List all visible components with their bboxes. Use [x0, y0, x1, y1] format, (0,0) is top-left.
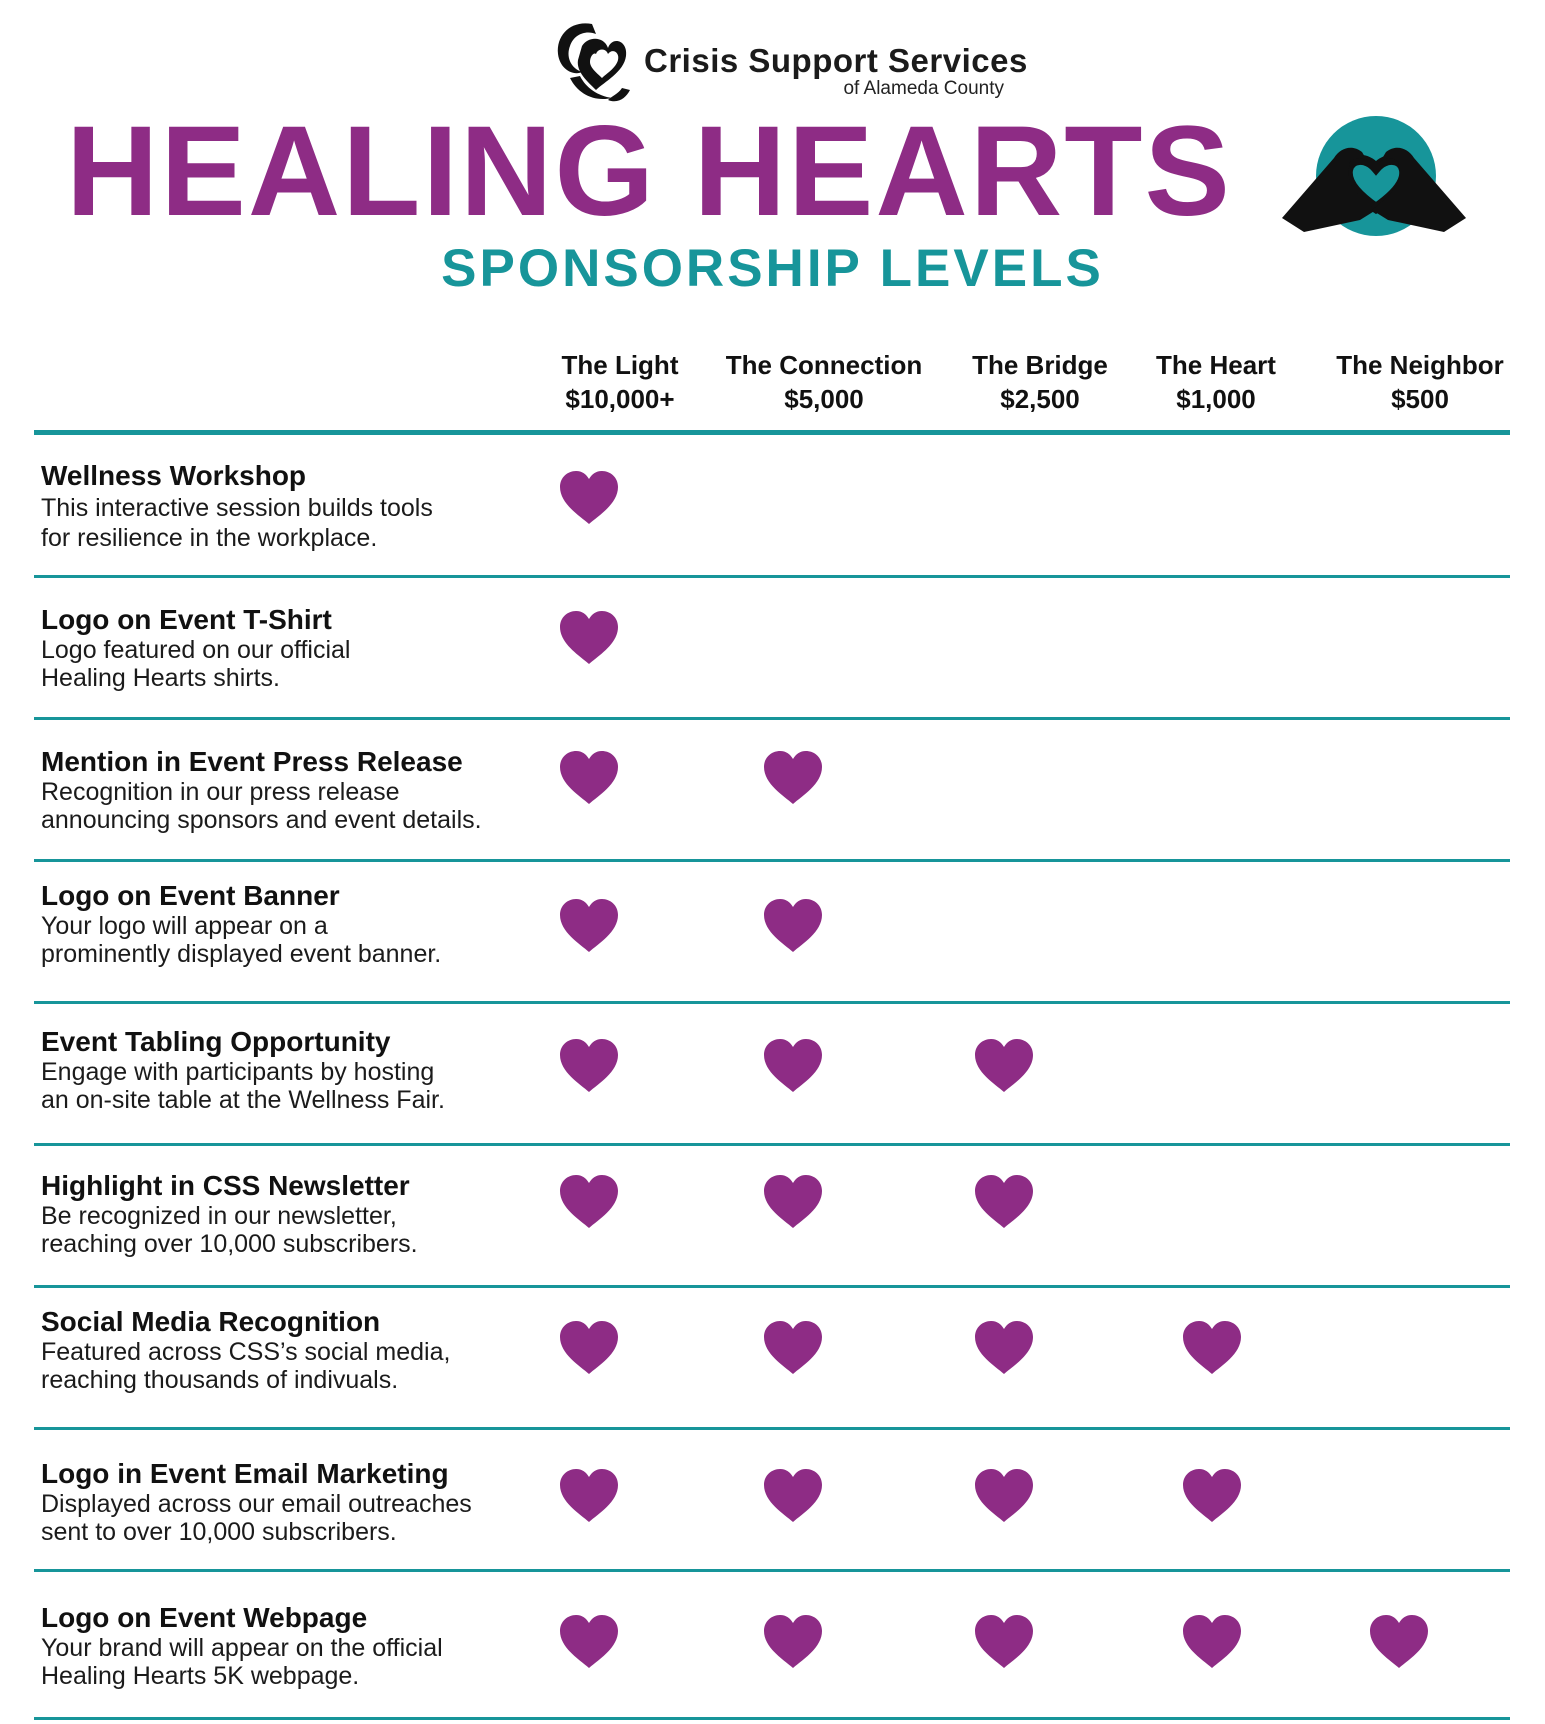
benefit-description-line: prominently displayed event banner.: [41, 940, 442, 968]
heart-icon: [558, 1174, 620, 1230]
benefit-row-logo-t-shirt: [0, 578, 1545, 720]
benefit-row-wellness-workshop: [0, 436, 1545, 578]
benefit-description-line: Your logo will appear on a: [41, 912, 328, 940]
heart-icon: [762, 750, 824, 806]
level-price: $500: [1391, 384, 1449, 414]
heart-icon: [558, 1038, 620, 1094]
heart-icon: [762, 1174, 824, 1230]
level-header-light: [505, 348, 735, 416]
level-name: The Bridge: [972, 350, 1108, 380]
page-header: [0, 0, 1545, 320]
level-name: The Heart: [1156, 350, 1276, 380]
heart-icon: [973, 1174, 1035, 1230]
benefit-row-event-banner: [0, 862, 1545, 1004]
benefit-row-social-media: [0, 1288, 1545, 1430]
benefit-description-line: Healing Hearts 5K webpage.: [41, 1662, 360, 1690]
benefit-title: Highlight in CSS Newsletter: [41, 1170, 410, 1201]
benefit-title: Wellness Workshop: [41, 460, 307, 491]
hands-heart-logo-icon: [552, 16, 636, 108]
heart-icon: [973, 1468, 1035, 1524]
organization-name: Crisis Support Services: [644, 42, 1028, 79]
benefit-row-email-marketing: [0, 1430, 1545, 1572]
benefit-description-line: Logo featured on our official: [41, 636, 351, 664]
benefit-title: Event Tabling Opportunity: [41, 1026, 391, 1057]
benefit-title: Social Media Recognition: [41, 1306, 381, 1337]
organization-logo: [552, 16, 1032, 108]
benefit-title: Mention in Event Press Release: [41, 746, 463, 777]
level-header-heart: [1101, 348, 1331, 416]
heart-icon: [558, 1320, 620, 1376]
benefit-description-line: sent to over 10,000 subscribers.: [41, 1518, 397, 1546]
heart-icon: [558, 470, 620, 526]
benefit-description-line: Displayed across our email outreaches: [41, 1490, 472, 1518]
benefit-row-webpage: [0, 1572, 1545, 1720]
heart-icon: [558, 1468, 620, 1524]
benefit-description-line: Featured across CSS’s social media,: [41, 1338, 451, 1366]
heart-icon: [558, 1614, 620, 1670]
heart-icon: [1181, 1468, 1243, 1524]
benefit-description-line: Be recognized in our newsletter,: [41, 1202, 397, 1230]
sponsorship-level-headers: [0, 348, 1545, 418]
benefit-description-line: for resilience in the workplace.: [41, 524, 378, 552]
benefit-row-newsletter: [0, 1146, 1545, 1288]
heart-icon: [762, 1614, 824, 1670]
heart-icon: [558, 898, 620, 954]
benefit-description-line: Your brand will appear on the official: [41, 1634, 443, 1662]
benefit-title: Logo on Event Webpage: [41, 1602, 368, 1633]
header-divider: [34, 430, 1510, 435]
heart-icon: [762, 1038, 824, 1094]
organization-subname: of Alameda County: [843, 78, 1004, 99]
benefit-title: Logo on Event T-Shirt: [41, 604, 332, 635]
benefit-description-line: announcing sponsors and event details.: [41, 806, 482, 834]
benefit-row-tabling: [0, 1004, 1545, 1146]
level-price: $10,000+: [565, 384, 675, 414]
heart-icon: [762, 898, 824, 954]
benefit-description-line: an on-site table at the Wellness Fair.: [41, 1086, 445, 1114]
heart-icon: [1181, 1320, 1243, 1376]
benefit-description-line: reaching thousands of indivuals.: [41, 1366, 399, 1394]
heart-icon: [973, 1320, 1035, 1376]
level-header-connection: [709, 348, 939, 416]
heart-icon: [1368, 1614, 1430, 1670]
level-name: The Light: [561, 350, 679, 380]
heart-icon: [558, 750, 620, 806]
heart-hands-icon: [1276, 108, 1472, 244]
row-divider: [34, 1717, 1510, 1720]
event-title: HEALING HEARTS: [66, 100, 1232, 243]
benefit-description-line: Healing Hearts shirts.: [41, 664, 280, 692]
heart-icon: [973, 1614, 1035, 1670]
heart-icon: [762, 1320, 824, 1376]
level-price: $1,000: [1176, 384, 1256, 414]
heart-icon: [762, 1468, 824, 1524]
level-price: $2,500: [1000, 384, 1080, 414]
benefit-title: Logo in Event Email Marketing: [41, 1458, 449, 1489]
event-subtitle: SPONSORSHIP LEVELS: [441, 239, 1104, 298]
benefit-description-line: This interactive session builds tools: [41, 494, 433, 522]
level-header-neighbor: [1305, 348, 1535, 416]
benefit-title: Logo on Event Banner: [41, 880, 340, 911]
heart-icon: [1181, 1614, 1243, 1670]
benefit-description-line: Recognition in our press release: [41, 778, 400, 806]
level-name: The Connection: [725, 350, 923, 380]
heart-icon: [558, 610, 620, 666]
benefit-description-line: reaching over 10,000 subscribers.: [41, 1230, 418, 1258]
benefit-description-line: Engage with participants by hosting: [41, 1058, 435, 1086]
level-name: The Neighbor: [1336, 350, 1504, 380]
level-price: $5,000: [784, 384, 864, 414]
heart-icon: [973, 1038, 1035, 1094]
benefit-row-press-release: [0, 720, 1545, 862]
